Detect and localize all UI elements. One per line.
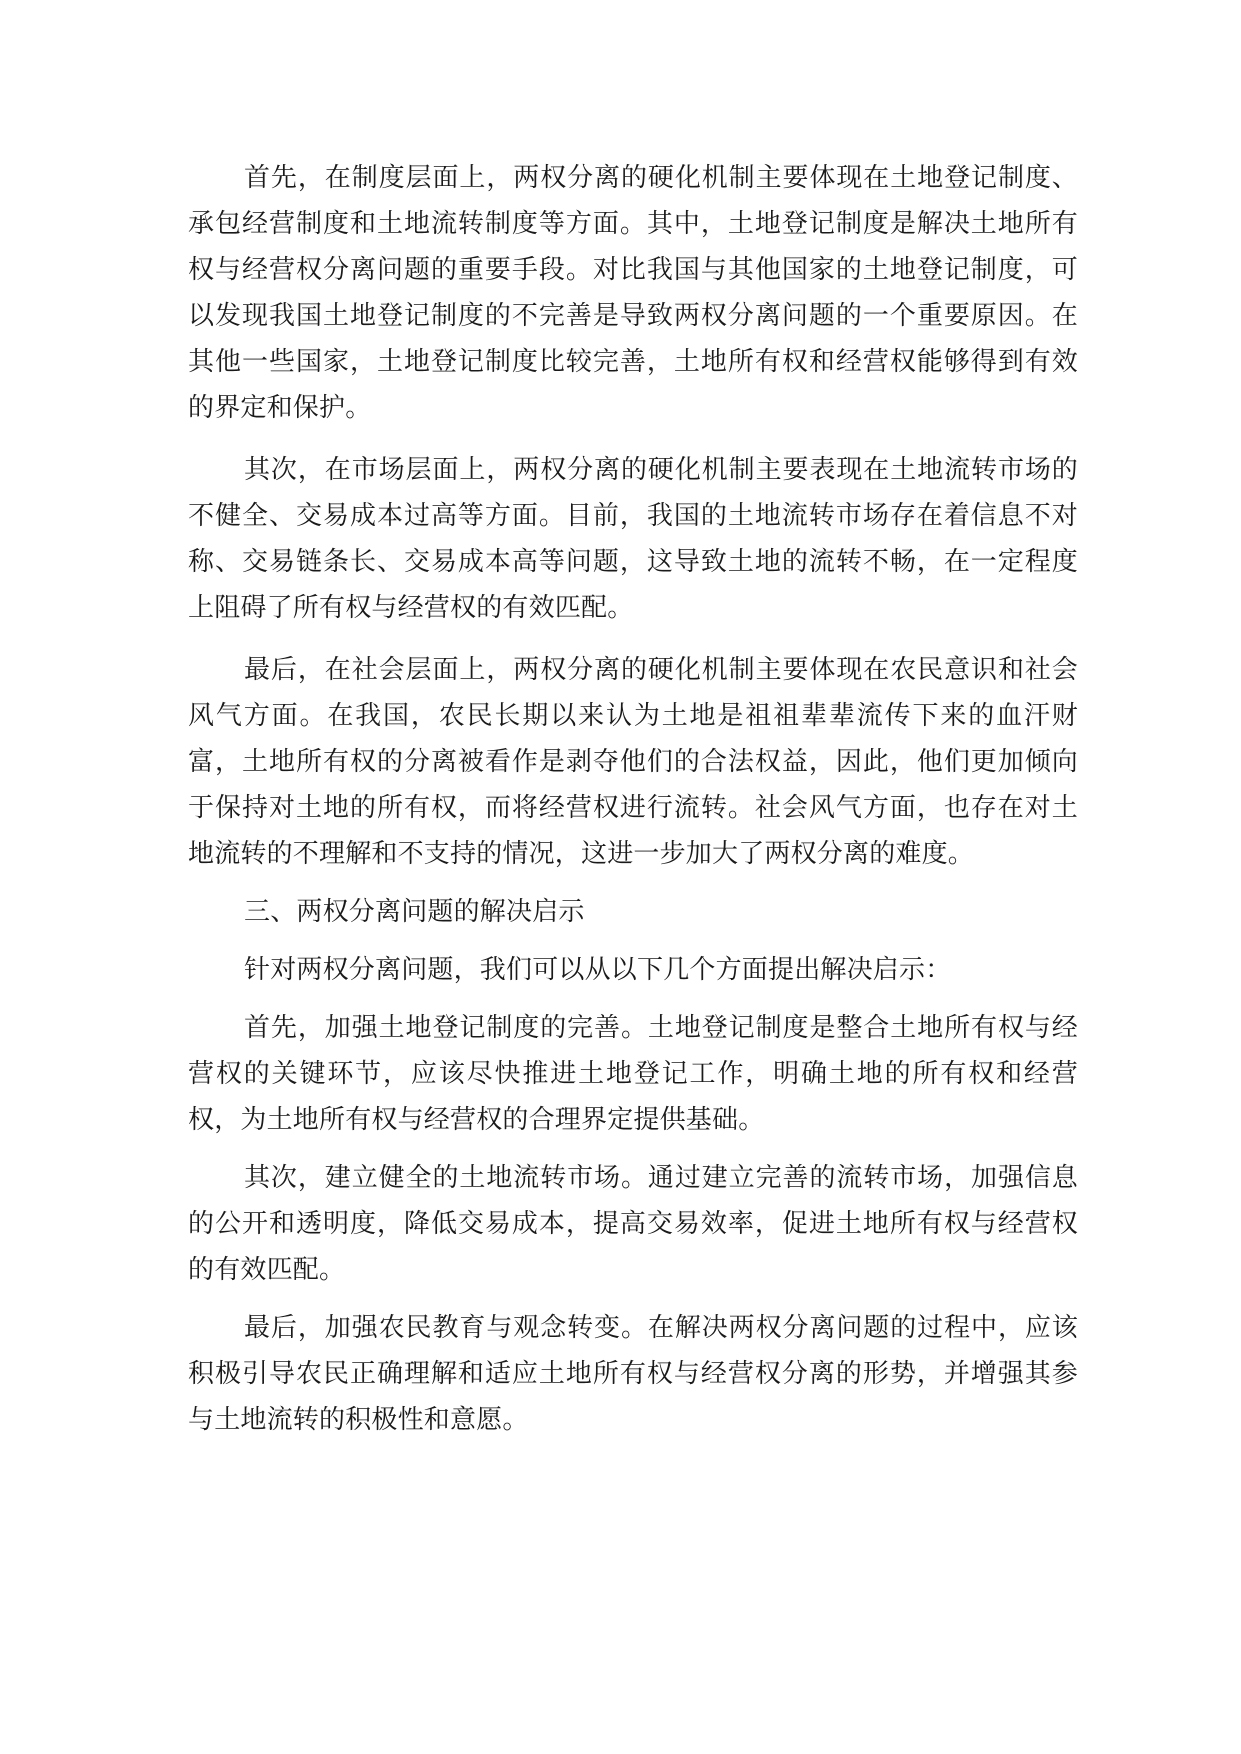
paragraph-institutional-level: 首先，在制度层面上，两权分离的硬化机制主要体现在土地登记制度、承包经营制度和土地流转制度等方面。其中，土地登记制度是解决土地所有权与经营权分离问题的重要手段。对比我国与其他国家的土地登记制度，可以发现我国土地登记制度的不完善是导致两权分离问题的一个重要原因。在其他一些国家，土地登记制度比较完善，土地所有权和经营权能够得到有效的界定和保护。 — [188, 163, 1078, 423]
paragraph-solution-registration: 首先，加强土地登记制度的完善。土地登记制度是整合土地所有权与经营权的关键环节，应该尽快推进土地登记工作，明确土地的所有权和经营权，为土地所有权与经营权的合理界定提供基础。 — [188, 1013, 1078, 1135]
document-body — [188, 155, 1078, 1443]
paragraph-social-level: 最后，在社会层面上，两权分离的硬化机制主要体现在农民意识和社会风气方面。在我国，农民长期以来认为土地是祖祖辈辈流传下来的血汗财富，土地所有权的分离被看作是剥夺他们的合法权益，因此，他们更加倾向于保持对土地的所有权，而将经营权进行流转。社会风气方面，也存在对土地流转的不理解和不支持的情况，这进一步加大了两权分离的难度。 — [188, 655, 1078, 869]
paragraph-solution-market: 其次，建立健全的土地流转市场。通过建立完善的流转市场，加强信息的公开和透明度，降低交易成本，提高交易效率，促进土地所有权与经营权的有效匹配。 — [188, 1163, 1078, 1285]
paragraph-market-level: 其次，在市场层面上，两权分离的硬化机制主要表现在土地流转市场的不健全、交易成本过高等方面。目前，我国的土地流转市场存在着信息不对称、交易链条长、交易成本高等问题，这导致土地的流转不畅，在一定程度上阻碍了所有权与经营权的有效匹配。 — [188, 455, 1078, 623]
section-heading-solutions: 三、两权分离问题的解决启示 — [244, 897, 585, 927]
paragraph-solutions-intro: 针对两权分离问题，我们可以从以下几个方面提出解决启示： — [244, 955, 952, 985]
paragraph-solution-education: 最后，加强农民教育与观念转变。在解决两权分离问题的过程中，应该积极引导农民正确理解和适应土地所有权与经营权分离的形势，并增强其参与土地流转的积极性和意愿。 — [188, 1313, 1078, 1435]
